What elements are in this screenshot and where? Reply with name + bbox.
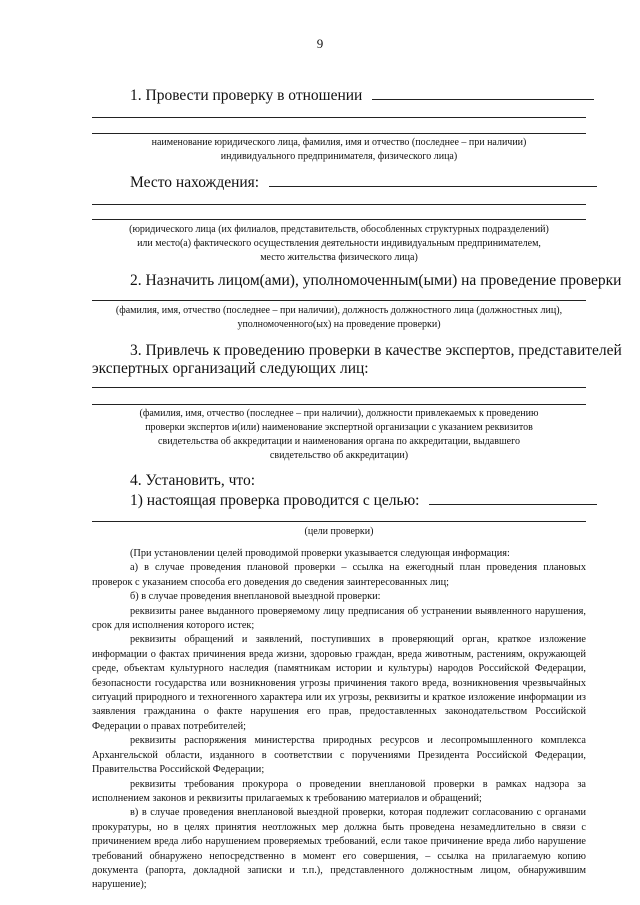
- location-item: [130, 173, 597, 192]
- note-paragraph: реквизиты требования прокурора о проведении внеплановой проверки в рамках надзора за исполнением законов и реквизиты прилагаемых к требованию материалов и обращений;: [92, 778, 586, 804]
- blank-line: [92, 387, 586, 388]
- section3-item-line1: 3. Привлечь к проведению проверки в качестве экспертов, представителей: [130, 342, 622, 359]
- section1-caption: [92, 136, 586, 164]
- blank-line: [92, 404, 586, 405]
- page-number: 9: [316, 36, 324, 51]
- section4-caption: (цели проверки): [304, 526, 374, 537]
- note-paragraph: в) в случае проведения внеплановой выездной проверки, которая подлежит согласованию с органами прокуратуры, но в целях принятия неотложных мер должна быть проведена незамедлительно в связи с причинением вреда либо нарушением проверяемых требований, если такое причинение вреда либо нарушение требований обнаружено непосредственно в момент его совершения, – ссылка на прилагаемую копию документа (рапорта, докладной записки и т.п.), представленного должностным лицом, обнаружившим нарушение);: [92, 807, 586, 891]
- section4-subitem: [130, 491, 597, 510]
- caption-line: (юридического лица (их филиалов, представительств, обособленных структурных подразделений): [129, 224, 549, 235]
- section3-caption: [92, 407, 586, 463]
- section3-item-line2: экспертных организаций следующих лиц:: [92, 360, 369, 377]
- section2-caption: [92, 304, 586, 332]
- blank-line: [92, 117, 586, 118]
- caption-line: или место(а) фактического осуществления деятельности индивидуальным предпринимателем,: [137, 238, 541, 249]
- note-paragraph: реквизиты распоряжения министерства природных ресурсов и лесопромышленного комплекса Архангельской области, изданного в соответствии с поручениями Президента Российской Федерации, Правительства Российской Федерации;: [92, 735, 586, 776]
- caption-line: (фамилия, имя, отчество (последнее – при наличии), должности привлекаемых к проведению: [139, 408, 539, 419]
- caption-line: уполномоченного(ых) на проведение проверки): [237, 319, 441, 330]
- caption-line: наименование юридического лица, фамилия, имя и отчество (последнее – при наличии): [151, 137, 527, 148]
- caption-line: свидетельство об аккредитации): [269, 450, 409, 461]
- location-blank: [269, 173, 597, 187]
- notes-block: [92, 547, 586, 893]
- blank-line: [92, 521, 586, 522]
- section4-item: 4. Установить, что:: [130, 472, 256, 489]
- note-paragraph: б) в случае проведения внеплановой выездной проверки:: [130, 591, 381, 603]
- note-paragraph: реквизиты обращений и заявлений, поступивших в проверяющий орган, краткое изложение информации о фактах причинения вреда жизни, здоровью граждан, вреда животным, растениям, окружающей среде, объектам культурного наследия (памятникам истории и культуры) народов Российской Федерации, безопасности государства или возникновения угрозы причинения такого вреда, возникновения чрезвычайных ситуаций природного и техногенного характера или их угрозы, реквизиты и краткое изложение информации из заявления гражданина о факте нарушения его прав, предоставленных законодательством Российской Федерации о правах потребителей;: [92, 634, 586, 732]
- caption-line: свидетельства об аккредитации и наименования органа по аккредитации, выдавшего: [158, 436, 520, 447]
- blank-line: [92, 219, 586, 220]
- caption-line: индивидуального предпринимателя, физического лица): [220, 151, 458, 162]
- blank-line: [92, 133, 586, 134]
- location-label: Место нахождения:: [130, 174, 260, 191]
- section1-item: [130, 86, 594, 105]
- section1-label: 1. Провести проверку в отношении: [130, 87, 363, 104]
- blank-line: [92, 300, 586, 301]
- note-paragraph: (При установлении целей проводимой проверки указывается следующая информация:: [130, 548, 510, 559]
- note-paragraph: реквизиты ранее выданного проверяемому лицу предписания об устранении выявленного нарушения, срок для исполнения которого истек;: [92, 605, 586, 632]
- section4-subitem-label: 1) настоящая проверка проводится с целью:: [130, 492, 420, 509]
- goal-blank: [429, 491, 597, 505]
- caption-line: (фамилия, имя, отчество (последнее – при наличии), должность должностного лица (должностных лиц),: [115, 305, 563, 316]
- caption-line: проверки экспертов и(или) наименование экспертной организации с указанием реквизитов: [145, 422, 533, 433]
- section1-blank: [372, 86, 594, 100]
- caption-line: место жительства физического лица): [260, 252, 418, 263]
- section2-item: 2. Назначить лицом(ами), уполномоченным(ыми) на проведение проверки: [130, 272, 622, 289]
- blank-line: [92, 204, 586, 205]
- location-caption: [92, 223, 586, 265]
- note-paragraph: а) в случае проведения плановой проверки – ссылка на ежегодный план проведения плановых проверок с указанием способа его доведения до сведения заинтересованных лиц;: [92, 562, 586, 588]
